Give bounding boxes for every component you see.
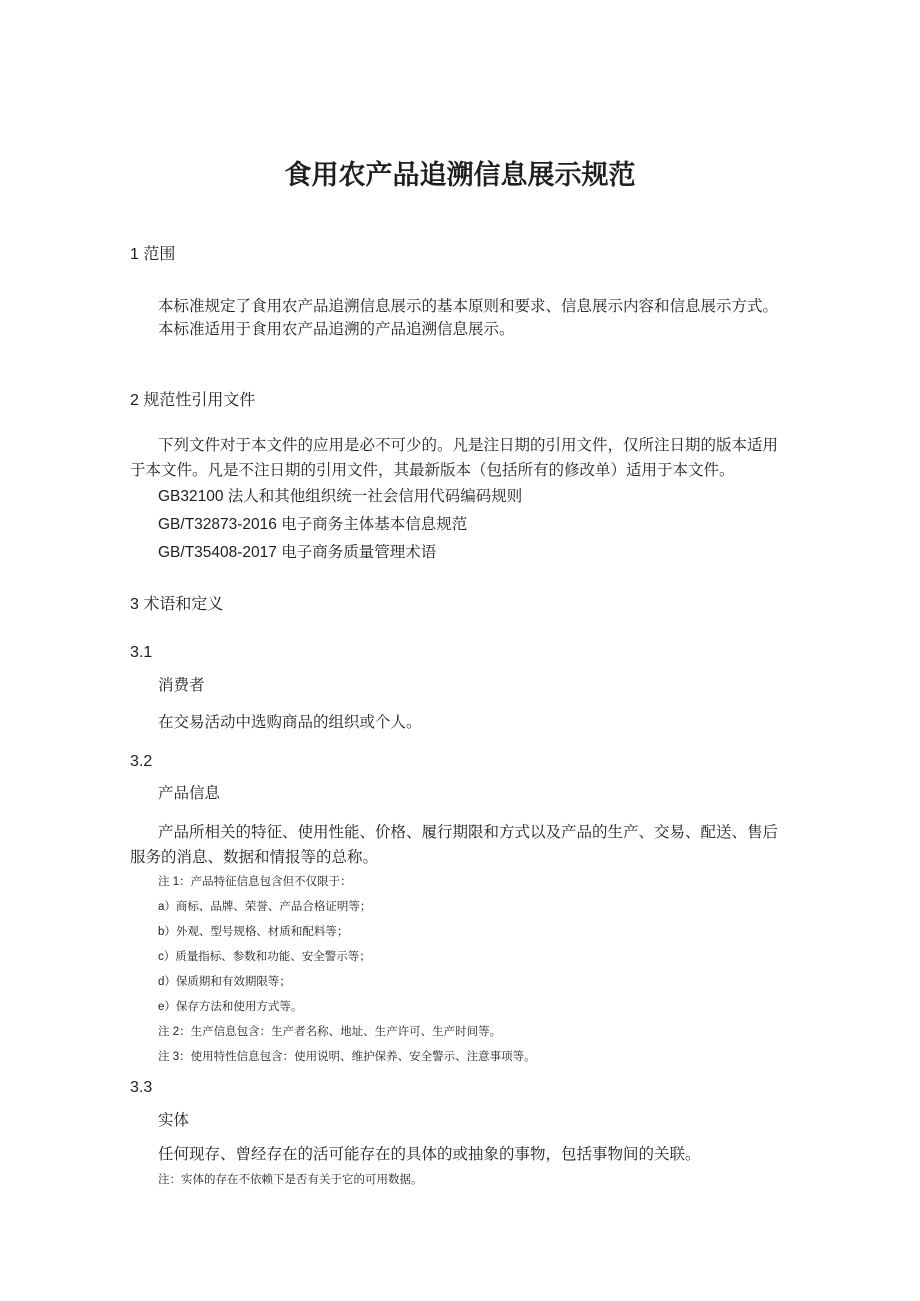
- section-2-heading: 2 规范性引用文件: [130, 392, 256, 409]
- term-3-2-list-item-b: b）外观、型号规格、材质和配料等；: [158, 926, 349, 938]
- term-3-3-name: 实体: [158, 1112, 190, 1129]
- term-3-2-note-1: 注 1：产品特征信息包含但不仅限于：: [158, 876, 352, 888]
- section-1-heading: 1 范围: [130, 246, 176, 263]
- normative-refs-intro: 下列文件对于本文件的应用是必不可少的。凡是注日期的引用文件，仅所注日期的版本适用于本文件。凡是不注日期的引用文件，其最新版本（包括所有的修改单）适用于本文件。: [130, 437, 779, 479]
- term-3-2-list-item-e: e）保存方法和使用方式等。: [158, 1001, 303, 1013]
- term-3-2-list-item-d: d）保质期和有效期限等；: [158, 976, 291, 988]
- reference-item-1: GB32100 法人和其他组织统一社会信用代码编码规则: [158, 488, 523, 505]
- document-title: 食用农产品追溯信息展示规范: [284, 160, 636, 190]
- term-3-2-note-2: 注 2：生产信息包含：生产者名称、地址、生产许可、生产时间等。: [158, 1026, 502, 1038]
- reference-item-2: GB/T32873-2016 电子商务主体基本信息规范: [158, 516, 468, 533]
- term-3-2-list-item-c: c）质量指标、参数和功能、安全警示等；: [158, 951, 371, 963]
- term-3-2-definition: 产品所相关的特征、使用性能、价格、履行期限和方式以及产品的生产、交易、配送、售后服务的消息、数据和情报等的总称。: [130, 824, 779, 866]
- term-3-2-name: 产品信息: [158, 785, 221, 802]
- term-3-2-list-item-a: a）商标、品牌、荣誉、产品合格证明等；: [158, 901, 372, 913]
- term-3-2-number: 3.2: [130, 753, 153, 770]
- term-3-1-name: 消费者: [158, 677, 205, 694]
- reference-item-3: GB/T35408-2017 电子商务质量管理术语: [158, 544, 437, 561]
- scope-paragraph-2: 本标准适用于食用农产品追溯的产品追溯信息展示。: [158, 321, 515, 338]
- term-3-1-definition: 在交易活动中选购商品的组织或个人。: [158, 714, 422, 731]
- term-3-3-note: 注：实体的存在不依赖下是否有关于它的可用数据。: [158, 1174, 423, 1186]
- scope-paragraph-1: 本标准规定了食用农产品追溯信息展示的基本原则和要求、信息展示内容和信息展示方式。: [158, 298, 779, 315]
- term-3-2-note-3: 注 3：使用特性信息包含：使用说明、维护保养、安全警示、注意事项等。: [158, 1051, 536, 1063]
- section-3-heading: 3 术语和定义: [130, 596, 224, 613]
- term-3-1-number: 3.1: [130, 644, 153, 661]
- term-3-3-definition: 任何现存、曾经存在的活可能存在的具体的或抽象的事物，包括事物间的关联。: [158, 1146, 701, 1163]
- term-3-3-number: 3.3: [130, 1079, 153, 1096]
